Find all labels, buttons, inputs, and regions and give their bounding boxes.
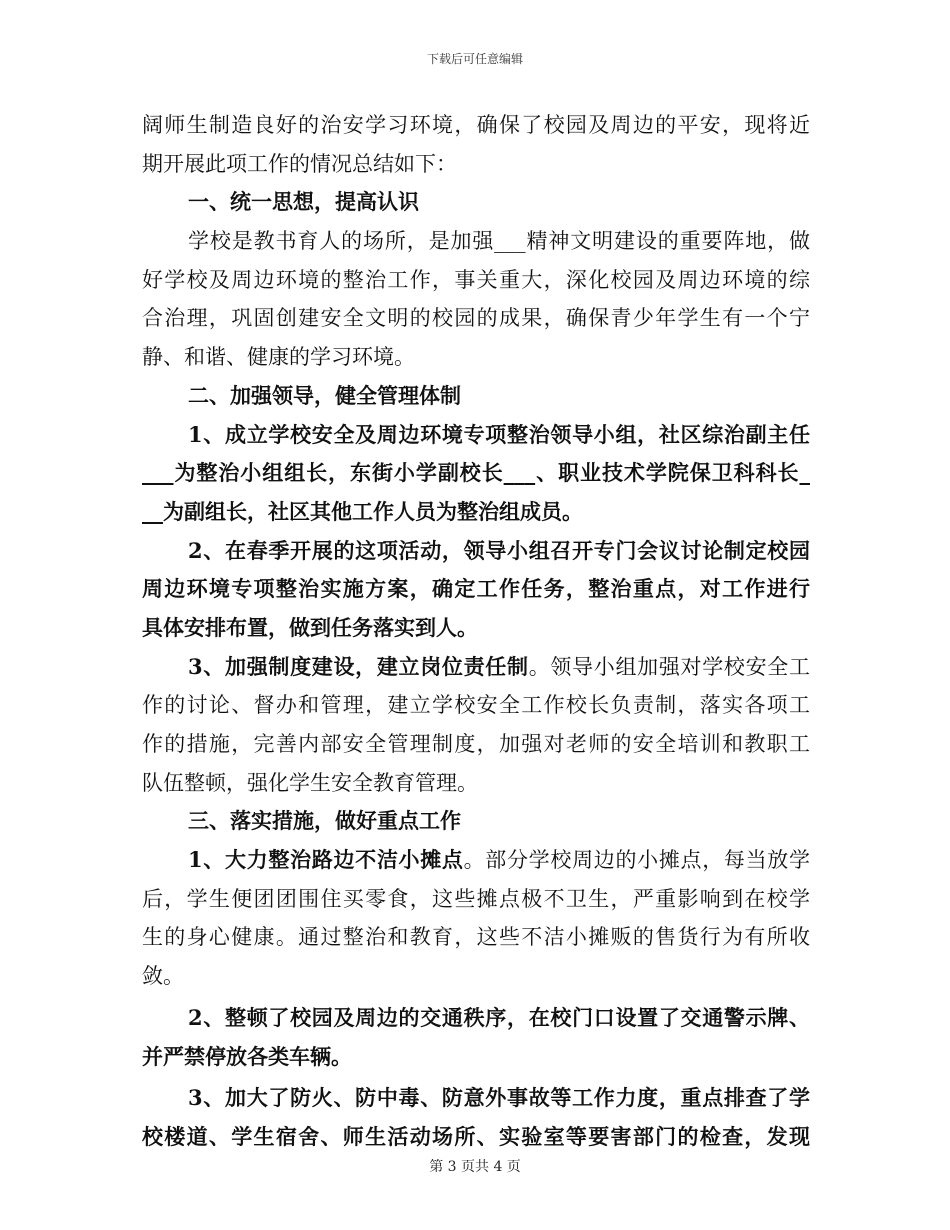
body-line-20-normal: 。部分学校周边的小摊点，每当放学 [463,848,810,873]
document-body [142,106,810,1157]
body-line-21: 后，学生便团团围住买零食，这些摊点极不卫生，严重影响到在校学 [142,886,810,911]
body-line-25: 并严禁停放各类车辆。 [142,1043,352,1069]
page-header: 下载后可任意编辑 [426,52,523,66]
body-line-16: 作的讨论、督办和管理，建立学校安全工作校长负责制，落实各项工 [142,693,810,718]
body-line-23: 敛。 [142,964,184,989]
body-line-22: 生的身心健康。通过整治和教育，这些不洁小摊贩的售货行为有所收 [142,925,810,950]
body-line-15-bold: 3、加强制度建设，建立岗位责任制 [188,653,529,679]
section-heading-2: 二、加强领导，健全管理体制 [188,382,461,408]
body-line-24: 2、整顿了校园及周边的交通秩序，在校门口设置了交通警示牌、 [188,1004,810,1030]
body-line-11: __为副组长，社区其他工作人员为整治组成员。 [142,498,583,524]
body-line-18: 队伍整顿，强化学生安全教育管理。 [142,770,478,795]
body-line-12: 2、在春季开展的这项活动，领导小组召开专门会议讨论制定校园 [188,537,810,563]
body-line-26: 3、加大了防火、防中毒、防意外事故等工作力度，重点排查了学 [188,1085,810,1111]
page-footer: 第 3 页共 4 页 [429,1159,521,1175]
body-line-1: 阔师生制造良好的治安学习环境，确保了校园及周边的平安，现将近 [142,113,810,137]
body-line-5: 好学校及周边环境的整治工作，事关重大，深化校园及周边环境的综 [142,267,810,292]
body-line-15-normal: 。领导小组加强对学校安全工 [528,654,810,679]
body-line-10: ___为整治小组组长，东街小学副校长___、职业技术学院保卫科科长_ [142,460,810,486]
body-line-27: 校楼道、学生宿舍、师生活动场所、实验室等要害部门的检查，发现 [142,1123,810,1149]
body-line-6: 合治理，巩固创建安全文明的校园的成果，确保青少年学生有一个宁 [142,306,810,331]
body-line-9: 1、成立学校安全及周边环境专项整治领导小组，社区综治副主任 [188,421,810,447]
body-line-15 [142,648,810,687]
body-line-20 [142,841,810,880]
body-line-14: 具体安排布置，做到任务落实到人。 [142,614,478,640]
body-line-20-bold: 1、大力整治路边不洁小摊点 [188,847,464,873]
body-line-13: 周边环境专项整治实施方案，确定工作任务，整治重点，对工作进行 [142,576,810,602]
body-line-2: 期开展此项工作的情况总结如下： [142,151,457,176]
body-line-17: 作的措施，完善内部安全管理制度，加强对老师的安全培训和教职工 [142,732,810,756]
section-heading-3: 三、落实措施，做好重点工作 [188,808,461,834]
body-line-4: 学校是教书育人的场所，是加强___精神文明建设的重要阵地，做 [188,229,810,254]
section-heading-1: 一、统一思想，提高认识 [188,189,419,215]
body-line-7: 静、和谐、健康的学习环境。 [142,345,415,370]
